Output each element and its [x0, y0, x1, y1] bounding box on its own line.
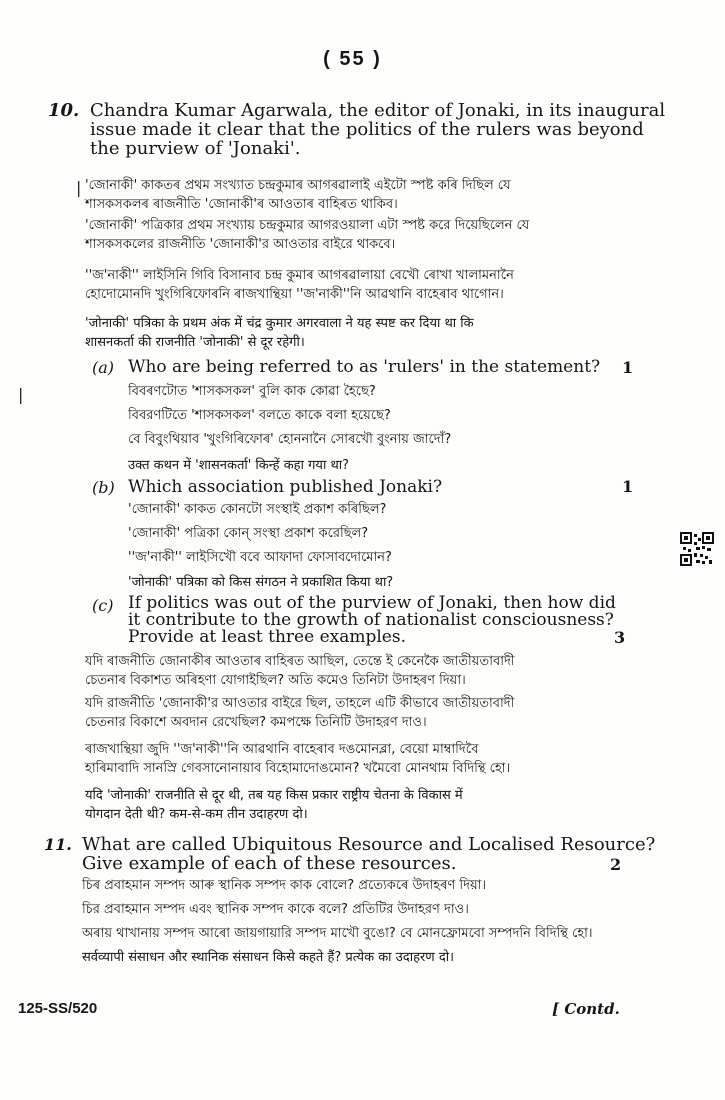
- question-10-number: 10.: [48, 100, 80, 121]
- continued-label: [ Contd.: [552, 1000, 620, 1018]
- q10-c-assamese: [85, 652, 610, 690]
- q10-hindi: [85, 314, 610, 352]
- q10-b-label: (b): [92, 478, 115, 497]
- question-10-english: [90, 101, 665, 158]
- q10-a-translation: বিবরণটিতে 'শাসকসকল' বলতে কাকে বলা হয়েছে?: [128, 408, 391, 423]
- q10-b-marks: 1: [622, 477, 634, 496]
- q10-english-line: the purview of 'Jonaki'.: [90, 138, 301, 159]
- q10-a-translation: उक्त कथन में 'शासनकर्ता' किन्हें कहा गया था?: [128, 458, 350, 473]
- q10-a-translation: বিবৰণটোত 'শাসকসকল' বুলি কাক কোৱা হৈছে?: [128, 384, 376, 399]
- q10-bodo: [85, 266, 610, 304]
- paper-code: 125-SS/520: [18, 1000, 98, 1017]
- page-number: ( 55 ): [323, 48, 382, 70]
- q10-b-translation: 'জোনাকী' পত্রিকা কোন্ সংস্থা প্রকাশ করেছিল?: [128, 526, 369, 541]
- translation-line: চিৰ প্ৰবাহমান সম্পদ আৰু স্থানিক সম্পদ কাক বোলে? প্ৰত্যেকৰে উদাহৰণ দিয়া।: [82, 878, 487, 893]
- qr-code-icon: [680, 532, 714, 566]
- q10-bengali: [85, 216, 610, 254]
- q10-a-english: Who are being referred to as 'rulers' in the statement?: [128, 357, 601, 377]
- translation-line: হোদোমোনদি খুংগিৰিফোৰনি ৰাজখান্থিয়া ''জ'নাকী''নি আৱথানি বাহেৰাব থাগোন।: [85, 287, 504, 302]
- translation-line: অৰায় থাখানায় সম্পদ আৰো জায়গায়ারি সম্পদ মাখৌ বুঙো? বে মোনফ্ৰোমবো সম্পদনি বিদিন্থি হো।: [82, 926, 593, 941]
- translation-line: ৰাজখান্থিয়া জুদি ''জ'নাকী''নি আৱথানি বাহেৰাব দঙমোনব্লা, বেয়ো মাম্বাদিবৈ: [85, 742, 479, 757]
- translation-line: योगदान देती थी? कम-से-कम तीन उदाहरण दो।: [85, 807, 308, 822]
- q10-c-english-line: it contribute to the growth of nationalist consciousness?: [128, 610, 614, 630]
- q10-b-translation: 'জোনাকী' কাকত কোনটো সংস্থাই প্ৰকাশ কৰিছিল?: [128, 502, 387, 517]
- translation-line: শাসকসকলের রাজনীতি 'জোনাকী'র আওতার বাইরে থাকবে।: [85, 237, 396, 252]
- margin-mark: |: [18, 385, 24, 404]
- translation-line: চেতনার বিকাশে অবদান রেখেছিল? কমপক্ষে তিনিটি উদাহরণ দাও।: [85, 715, 427, 730]
- translation-line: চির প্রবাহমান সম্পদ এবং স্থানিক সম্পদ কাকে বলে? প্রতিটির উদাহরণ দাও।: [82, 902, 469, 917]
- q10-a-marks: 1: [622, 358, 634, 377]
- translation-line: शासनकर्ता की राजनीति 'जोनाकी' से दूर रहेगी।: [85, 335, 305, 350]
- q10-b-english: Which association published Jonaki?: [128, 477, 443, 497]
- q10-c-label: (c): [92, 596, 114, 615]
- q10-c-bodo: [85, 740, 610, 778]
- q10-a-translation: বে বিবুংথিয়াব 'খুংগিৰিফোৰ' হোননানৈ সোৰখৌ বুংনায় জাদোঁ?: [128, 432, 452, 447]
- q10-c-english: [128, 593, 616, 647]
- translation-line: 'জোনাকী' পত্রিকার প্রথম সংখ্যায় চন্দ্রকুমার আগরওয়ালা এটা স্পষ্ট করে দিয়েছিলেন যে: [85, 218, 530, 233]
- question-11-english: [82, 835, 655, 873]
- translation-line: 'জোনাকী' কাকতৰ প্ৰথম সংখ্যাত চন্দ্ৰকুমাৰ আগৰৱালাই এইটো স্পষ্ট কৰি দিছিল যে: [85, 178, 511, 193]
- q10-b-translation: ''জ'নাকী'' লাইসিখৌ ববে আফাদা ফোসাবদোমোন?: [128, 550, 392, 565]
- translation-line: सर्वव्यापी संसाधन और स्थानिक संसाधन किसे कहते हैं? प्रत्येक का उदाहरण दो।: [82, 950, 455, 965]
- q10-c-bengali: [85, 694, 610, 732]
- margin-mark: |: [76, 178, 82, 197]
- translation-line: 'जोनाकी' पत्रिका के प्रथम अंक में चंद्र कुमार अगरवाला ने यह स्पष्ट कर दिया था कि: [85, 316, 474, 331]
- q10-c-english-line: Provide at least three examples.: [128, 627, 406, 647]
- translation-line: यदि 'जोनाकी' राजनीति से दूर थी, तब यह किस प्रकार राष्ट्रीय चेतना के विकास में: [85, 788, 463, 803]
- translation-line: হাৰিমাবাদি সানস্রি গেবসানোনায়াব বিহোমাদোঙমোন? খমৈবো মোনথাম বিদিন্থি হো।: [85, 761, 511, 776]
- q11-english-line: What are called Ubiquitous Resource and Localised Resource?: [82, 834, 656, 855]
- q10-c-english-line: If politics was out of the purview of Jonaki, then how did: [128, 593, 616, 613]
- translation-line: চেতনাৰ বিকাশত অৰিহণা যোগাইছিল? অতি কমেও তিনিটা উদাহৰণ দিয়া।: [85, 673, 466, 688]
- question-11-number: 11.: [44, 835, 72, 854]
- translation-line: যদি রাজনীতি 'জোনাকী'র আওতার বাইরে ছিল, তাহলে এটি কীভাবে জাতীয়তাবাদী: [85, 696, 515, 711]
- q10-a-label: (a): [92, 358, 115, 377]
- q10-c-marks: 3: [614, 628, 626, 647]
- q11-english-line: Give example of each of these resources.: [82, 853, 457, 874]
- q10-c-hindi: [85, 786, 610, 824]
- q11-marks: 2: [610, 855, 622, 874]
- translation-line: যদি ৰাজনীতি জোনাকীৰ আওতাৰ বাহিৰত আছিল, তেন্তে ই কেনেকৈ জাতীয়তাবাদী: [85, 654, 515, 669]
- q10-english-line: Chandra Kumar Agarwala, the editor of Jonaki, in its inaugural: [90, 100, 666, 121]
- q10-english-line: issue made it clear that the politics of the rulers was beyond: [90, 119, 644, 140]
- q10-b-translation: 'जोनाकी' पत्रिका को किस संगठन ने प्रकाशित किया था?: [128, 575, 394, 590]
- q11-translations: [82, 876, 607, 972]
- translation-line: শাসকসকলৰ ৰাজনীতি 'জোনাকী'ৰ আওতাৰ বাহিৰত থাকিব।: [85, 197, 398, 212]
- q10-assamese: [85, 176, 610, 214]
- translation-line: ''জ'নাকী'' লাইসিনি গিবি বিসানাব চন্দ্ৰ কুমাৰ আগৰৱালায়া বেখৌ ৰোখা খালামনানৈ: [85, 268, 514, 283]
